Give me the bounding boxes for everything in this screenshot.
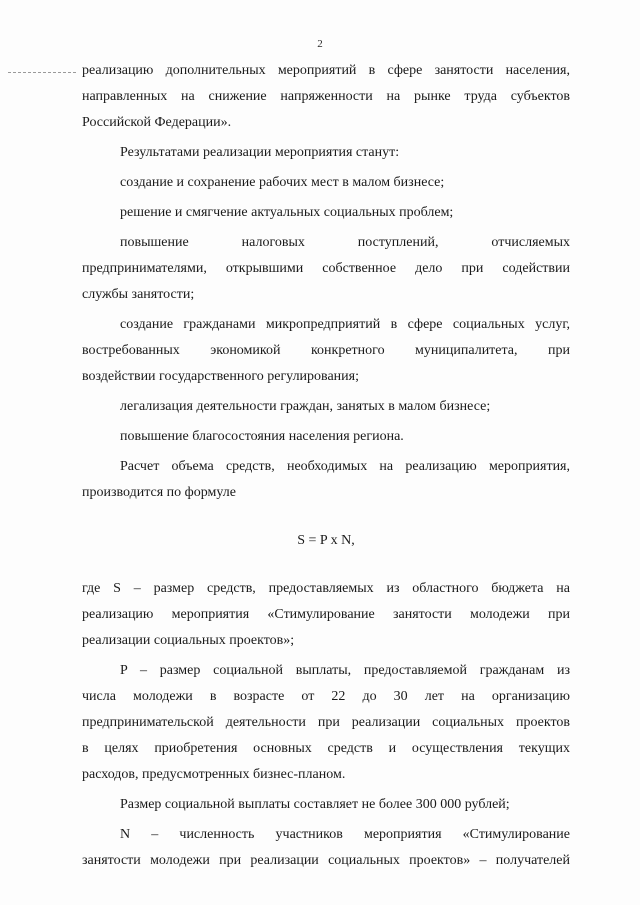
document-body [82, 58, 570, 874]
text-line: востребованных экономикой конкретного муниципалитета, при [82, 343, 570, 358]
text-line: направленных на снижение напряженности на рынке труда субъектов [82, 89, 570, 104]
text-line: повышение налоговых поступлений, отчисляемых [120, 235, 570, 250]
text-line: где S – размер средств, предоставляемых из областного бюджета на [82, 581, 570, 596]
page-number: 2 [317, 38, 323, 50]
text-line: N – численность участников мероприятия «Стимулирование [120, 827, 570, 842]
text-line: воздействии государственного регулирования; [82, 369, 359, 384]
text-line: реализацию дополнительных мероприятий в сфере занятости населения, [82, 63, 570, 78]
text-line: Результатами реализации мероприятия станут: [120, 145, 400, 160]
text-line: производится по формуле [82, 485, 236, 500]
text-line: Размер социальной выплаты составляет не более 300 000 рублей; [120, 797, 510, 812]
scan-artifact-line [8, 72, 76, 73]
text-line: P – размер социальной выплаты, предоставляемой гражданам из [120, 663, 570, 678]
text-line: Российской Федерации». [82, 115, 232, 130]
text-line: реализацию мероприятия «Стимулирование занятости молодежи при [82, 607, 570, 622]
text-line: занятости молодежи при реализации социальных проектов» – получателей [82, 853, 570, 868]
text-line: в целях приобретения основных средств и осуществления текущих [82, 741, 570, 756]
text-line: решение и смягчение актуальных социальных проблем; [120, 205, 454, 220]
text-line: легализация деятельности граждан, занятых в малом бизнесе; [120, 399, 491, 414]
text-line: предпринимателями, открывшими собственное дело при содействии [82, 261, 570, 276]
text-line: создание и сохранение рабочих мест в малом бизнесе; [120, 175, 445, 190]
text-line: повышение благосостояния населения региона. [120, 429, 404, 444]
formula: S = P x N, [297, 533, 355, 548]
text-line: Расчет объема средств, необходимых на реализацию мероприятия, [120, 459, 570, 474]
text-line: службы занятости; [82, 287, 195, 302]
text-line: создание гражданами микропредприятий в сфере социальных услуг, [120, 317, 570, 332]
text-line: предпринимательской деятельности при реализации социальных проектов [82, 715, 570, 730]
text-line: реализации социальных проектов»; [82, 633, 295, 648]
text-line: расходов, предусмотренных бизнес-планом. [82, 767, 346, 782]
text-line: числа молодежи в возрасте от 22 до 30 лет на организацию [82, 689, 570, 704]
